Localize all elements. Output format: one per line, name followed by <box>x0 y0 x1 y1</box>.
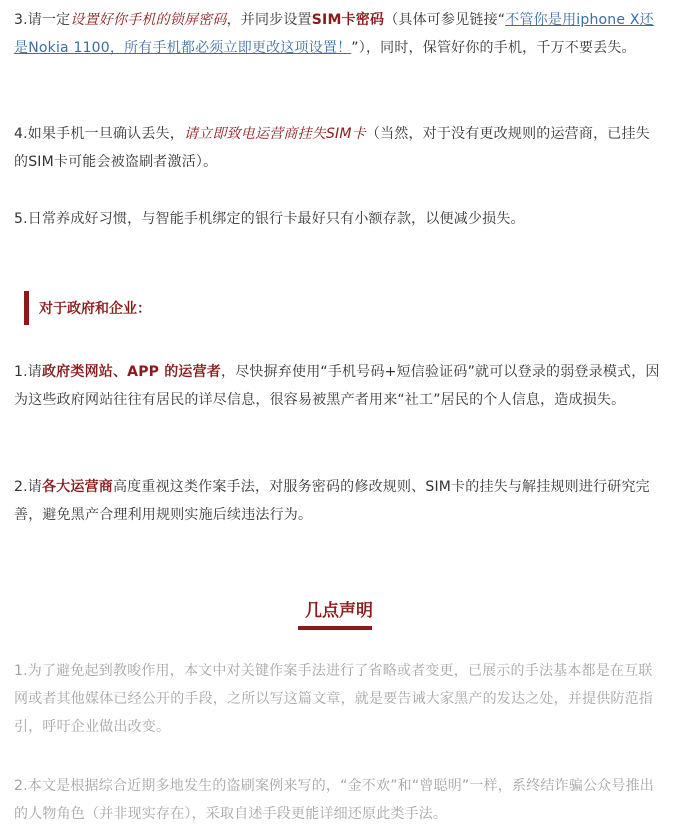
section-heading <box>24 291 151 325</box>
p4-prefix: 4.如果手机一旦确认丢失， <box>14 126 184 142</box>
g1-bold: 政府类网站、APP 的运营者 <box>41 364 221 380</box>
notice-title-wrap <box>0 596 678 625</box>
gov-paragraph-2 <box>14 473 660 529</box>
paragraph-4 <box>14 120 660 176</box>
paragraph-3 <box>14 6 660 62</box>
g2-prefix: 2.请 <box>14 479 42 495</box>
g2-bold: 各大运营商 <box>41 479 113 495</box>
p3-article-link[interactable]: 不管你是用iphone X还是Nokia 1100，所有手机都必须立即更改这项设置！ <box>14 12 654 56</box>
notice-paragraph-2: 2.本文是根据综合近期多地发生的盗刷案例来写的，“金不欢”和“曾聪明”一样，系终结诈骗公众号推出的人物角色（并非现实存在），采取自述手段更能详细还原此类手法。 <box>14 778 654 822</box>
gov-paragraph-1 <box>14 358 660 414</box>
section-heading-text: 对于政府和企业： <box>39 301 151 317</box>
g2-suffix: 高度重视这类作案手法，对服务密码的修改规则、SIM卡的挂失与解挂规则进行研究完善，避免黑产合理利用规则实施后续违法行为。 <box>14 479 650 523</box>
p4-suffix: （当然，对于没有更改规则的运营商，已挂失的SIM卡可能会被盗刷者激活）。 <box>14 126 650 170</box>
notice-paragraph-1: 1.为了避免起到教唆作用，本文中对关键作案手法进行了省略或者变更，已展示的手法基本都是在互联网或者其他媒体已经公开的手段，之所以写这篇文章，就是要告诫大家黑产的发达之处，并提供防范指引，呼吁企业做出改变。 <box>14 663 653 735</box>
g1-suffix: ，尽快摒弃使用“手机号码+短信验证码”就可以登录的弱登录模式，因为这些政府网站往往有居民的详尽信息，很容易被黑产者用来“社工”居民的个人信息，造成损失。 <box>14 364 660 408</box>
p3-emphasis: 设置好你手机的锁屏密码 <box>70 12 227 28</box>
p4-emphasis: 请立即致电运营商挂失SIM卡 <box>183 126 366 142</box>
g1-prefix: 1.请 <box>14 364 42 380</box>
p3-suffix: ”），同时，保管好你的手机，千万不要丢失。 <box>351 40 636 56</box>
p3-sim-password: SIM卡密码 <box>311 12 385 28</box>
notice-title-underline <box>298 626 372 630</box>
p3-prefix: 3.请一定 <box>14 12 71 28</box>
p3-mid: ，并同步设置 <box>226 12 312 28</box>
notice-title: 几点声明 <box>305 601 373 621</box>
p3-mid2: （具体可参见链接“ <box>384 12 506 28</box>
paragraph-5: 5.日常养成好习惯，与智能手机绑定的银行卡最好只有小额存款，以便减少损失。 <box>14 211 525 227</box>
